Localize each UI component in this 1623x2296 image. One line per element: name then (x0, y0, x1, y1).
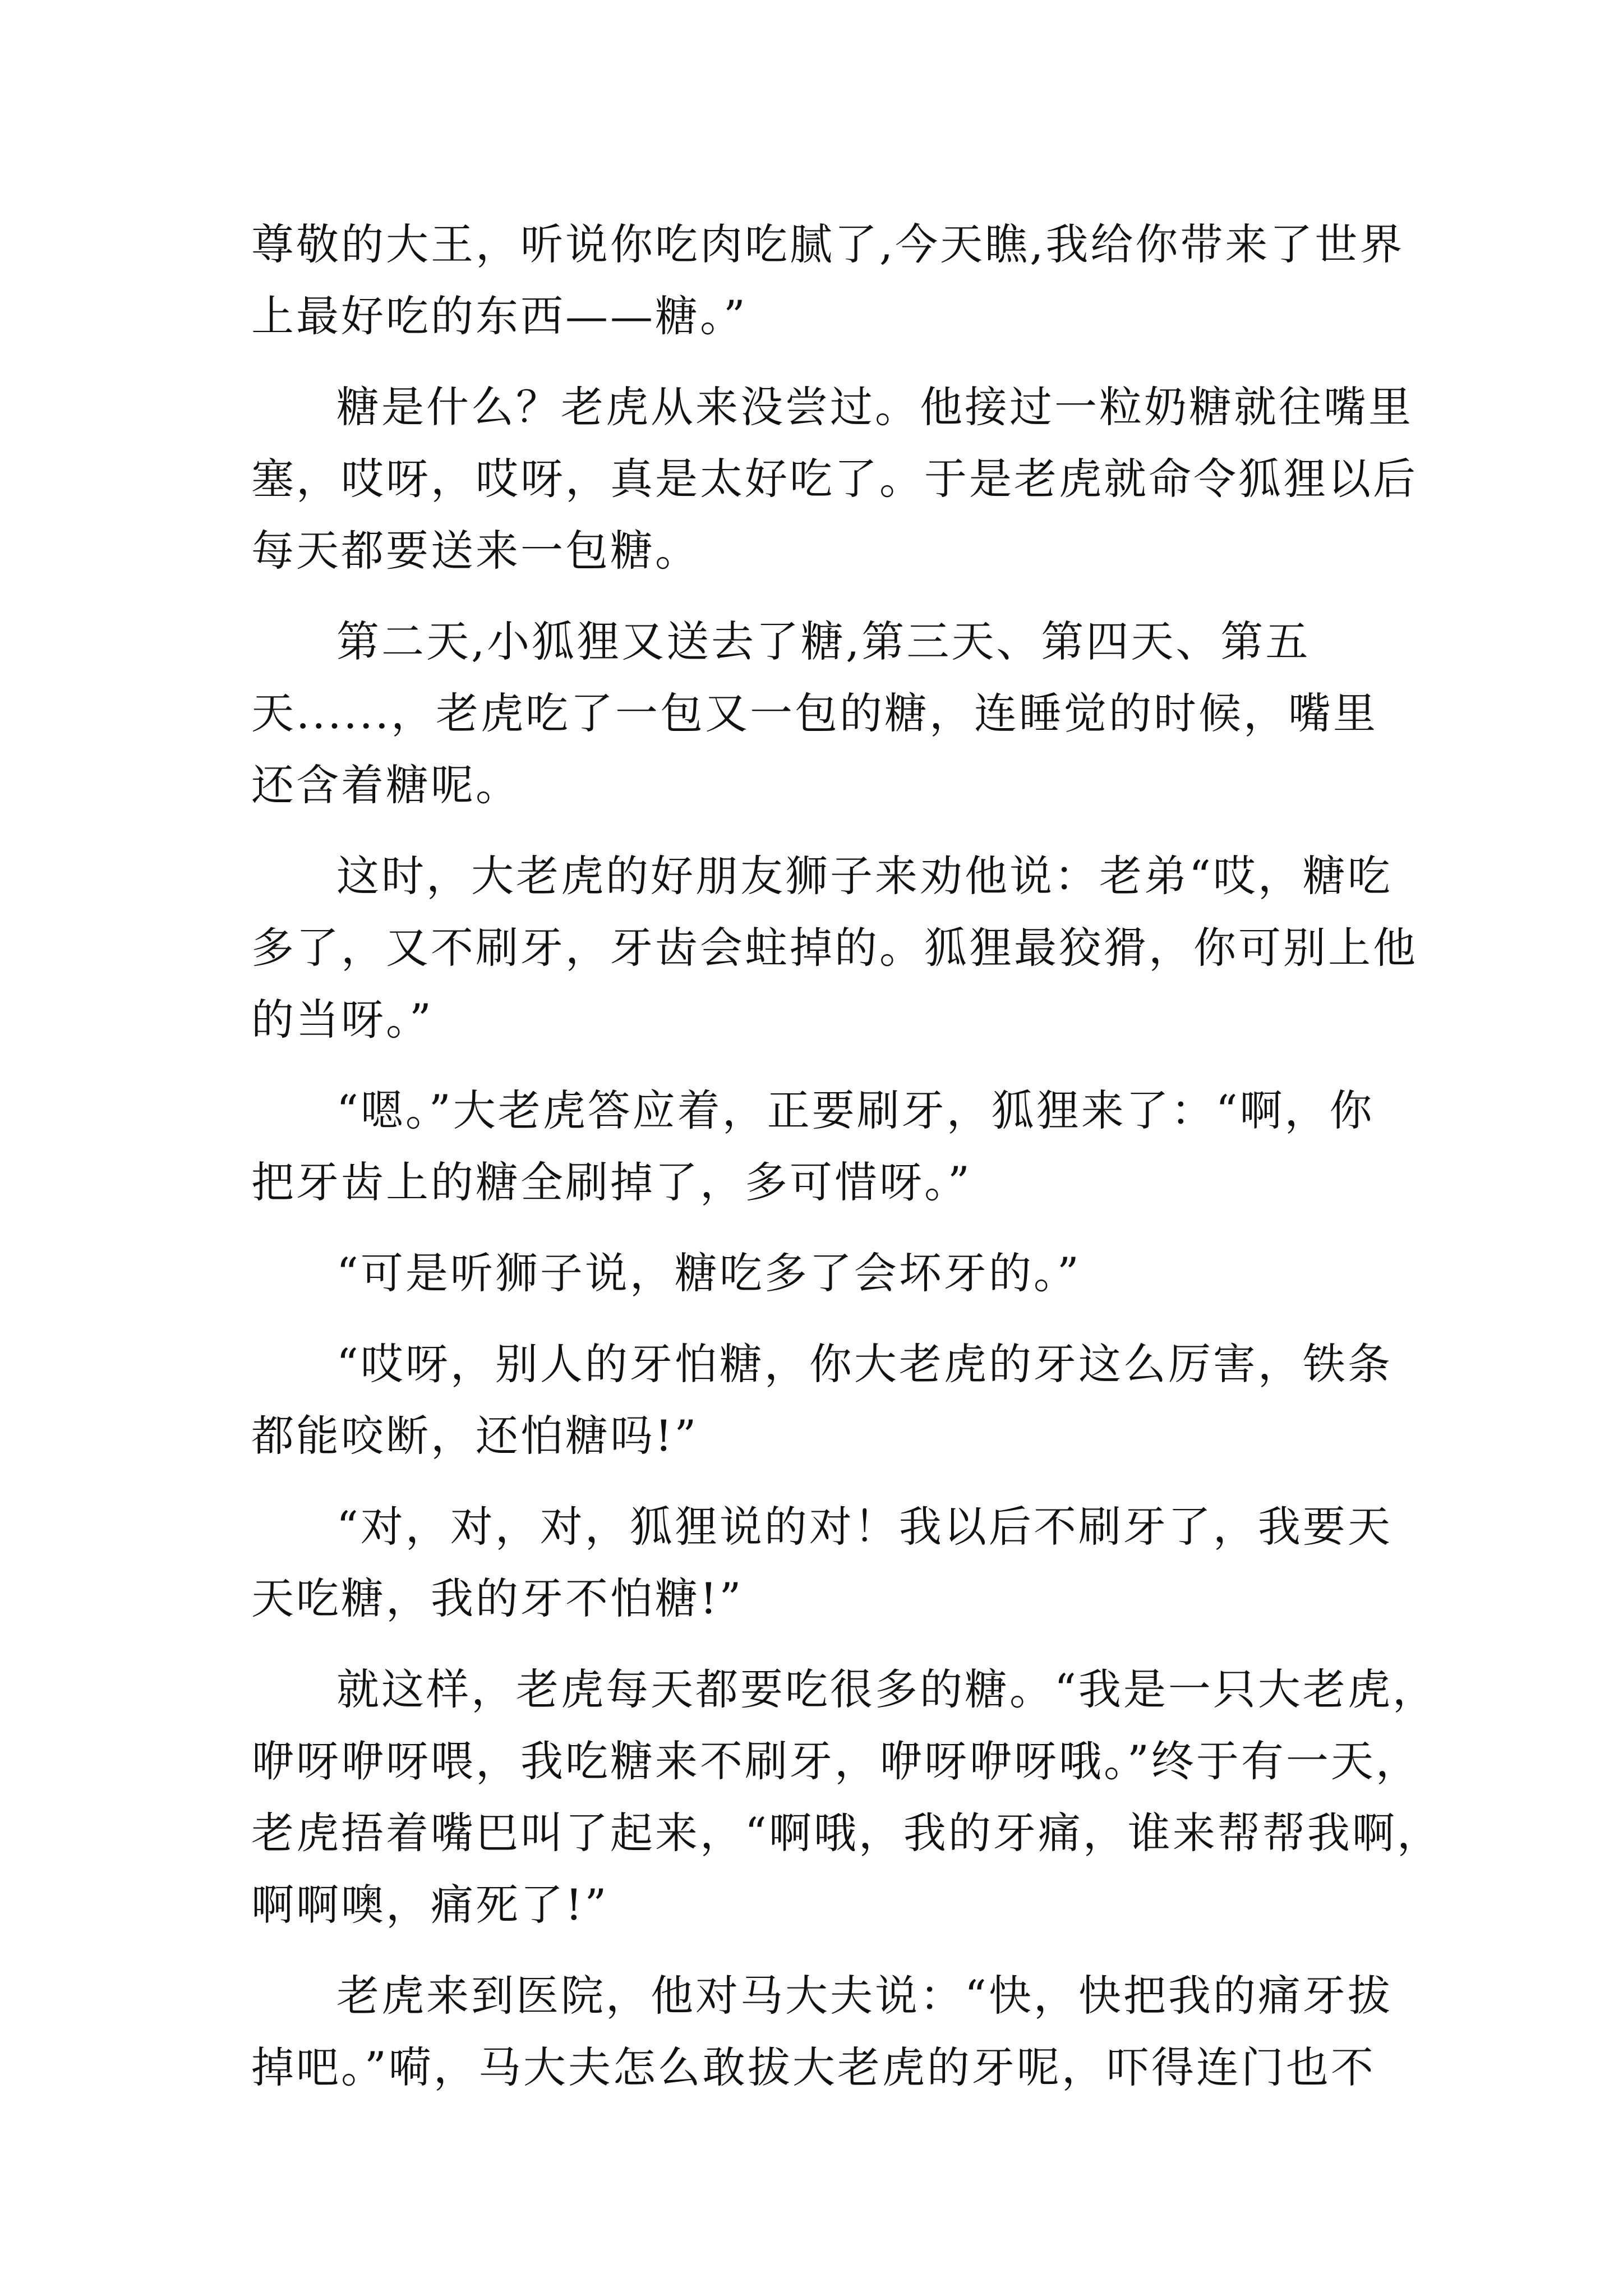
text-line: 还含着糖呢。 (251, 760, 520, 810)
text-line: 天吃糖，我的牙不怕糖!” (251, 1573, 744, 1623)
paragraph-start-line: “对，对，对，狐狸说的对！我以后不刷牙了，我要天 (336, 1502, 1393, 1552)
text-line: 咿呀咿呀喂，我吃糖来不刷牙，咿呀咿呀哦。”终于有一天， (251, 1736, 1421, 1786)
paragraph-start-line: 老虎来到医院，他对马大夫说：“快，快把我的痛牙拔 (336, 1971, 1393, 2021)
paragraph-start-line: “哎呀，别人的牙怕糖，你大老虎的牙这么厉害，铁条 (336, 1339, 1393, 1389)
story-text (251, 209, 1442, 2104)
text-line: 老虎捂着嘴巴叫了起来，“啊哦，我的牙痛，谁来帮帮我啊， (251, 1808, 1442, 1858)
paragraph-start-line: 这时，大老虎的好朋友狮子来劝他说：老弟“哎，糖吃 (336, 851, 1393, 901)
text-line: 上最好吃的东西——糖。” (251, 291, 748, 341)
paragraph-start-line: 就这样，老虎每天都要吃很多的糖。“我是一只大老虎， (336, 1664, 1437, 1714)
text-line: 天......，老虎吃了一包又一包的糖，连睡觉的时候，嘴里 (251, 688, 1378, 738)
paragraph-start-line: 糖是什么？老虎从来没尝过。他接过一粒奶糖就往嘴里 (336, 382, 1413, 432)
text-line: 尊敬的大王，听说你吃肉吃腻了,今天瞧,我给你带来了世界 (251, 219, 1405, 269)
paragraph-start-line: “可是听狮子说，糖吃多了会坏牙的。” (336, 1248, 1081, 1298)
text-line: 掉吧。”嗬，马大夫怎么敢拔大老虎的牙呢，吓得连门也不 (251, 2042, 1376, 2092)
paragraph-start-line: 第二天,小狐狸又送去了糖,第三天、第四天、第五 (336, 616, 1311, 666)
text-line: 都能咬断，还怕糖吗!” (251, 1411, 699, 1461)
text-line: 多了，又不刷牙，牙齿会蛀掉的。狐狸最狡猾，你可别上他 (251, 923, 1418, 973)
text-line: 的当呀。” (251, 995, 434, 1045)
text-line: 啊啊噢，痛死了!” (251, 1880, 609, 1930)
paragraph-start-line: “嗯。”大老虎答应着，正要刷牙，狐狸来了：“啊，你 (336, 1085, 1375, 1135)
text-line: 塞，哎呀，哎呀，真是太好吃了。于是老虎就命令狐狸以后 (251, 454, 1418, 504)
text-line: 把牙齿上的糖全刷掉了，多可惜呀。” (251, 1157, 972, 1207)
text-line: 每天都要送来一包糖。 (251, 526, 700, 576)
